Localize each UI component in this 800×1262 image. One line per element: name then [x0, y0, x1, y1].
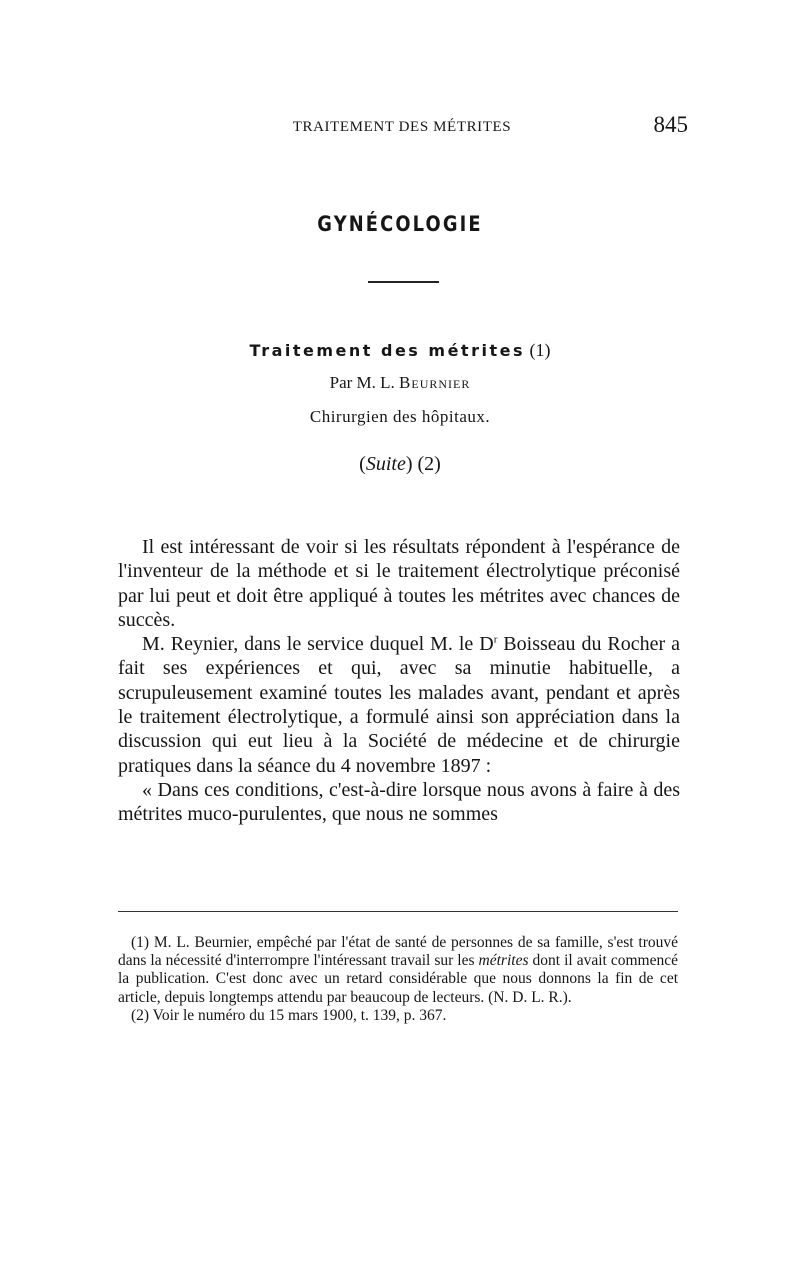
- body-paragraph-2: [118, 632, 680, 778]
- suite-note: (2): [417, 453, 441, 475]
- author-name: Beurnier: [399, 373, 471, 392]
- section-title: GYNÉCOLOGIE: [317, 212, 483, 236]
- body-paragraph-2-part-2: Boisseau du Rocher a fait ses expériences et qui, avec sa minutie habituelle, a scrupuleusement examiné toutes les malades avant, pendant et après le traitement électrolytique, a formulé ainsi son appréciation dans la discussion qui eut lieu à la Société de médecine et de chirurgie pratiques dans la séance du 4 novembre 1897 :: [118, 633, 680, 777]
- footnote-1-emphasis: métrites: [478, 952, 529, 970]
- footnote-1: [118, 934, 678, 1007]
- article-title-note: (1): [529, 340, 551, 360]
- body-text: [118, 535, 680, 827]
- article-title: [0, 340, 800, 361]
- footnote-1-part-2: dont il avait commencé la publication. C'est donc avec un retard considérable que nous donnons la fin de cet article, depuis longtemps attendu par beaucoup de lecteurs. (N. D. L. R.).: [118, 952, 678, 1006]
- footnotes: [118, 934, 678, 1025]
- suite-label: Suite: [365, 453, 406, 475]
- body-paragraph-2-part-1: M. Reynier, dans le service duquel M. le D: [142, 633, 494, 656]
- page-number: 845: [653, 112, 688, 137]
- footnote-2: (2) Voir le numéro du 15 mars 1900, t. 139, p. 367.: [131, 1006, 447, 1024]
- suite-line: (Suite) (2): [359, 453, 441, 475]
- running-head-title: TRAITEMENT DES MÉTRITES: [292, 119, 512, 135]
- doctor-abbrev-sup: r: [493, 633, 498, 646]
- author-title: Chirurgien des hôpitaux.: [309, 407, 491, 426]
- footnote-1-part-1: (1) M. L. Beurnier, empêché par l'état de santé de personnes de sa famille, s'est trouvé dans la nécessité d'interrompre l'intéressant travail sur les: [118, 934, 678, 970]
- author-line: [0, 373, 800, 393]
- running-head: [116, 114, 688, 140]
- author-prefix: Par M. L.: [329, 373, 395, 392]
- footnote-divider: [118, 911, 678, 912]
- article-title-text: Traitement des métrites: [249, 341, 525, 360]
- title-divider: [368, 281, 439, 283]
- body-paragraph-1: Il est intéressant de voir si les résultats répondent à l'espérance de l'inventeur de la méthode et si le traitement électrolytique préconisé par lui peut et doit être appliqué à toutes les métrites avec chances de succès.: [118, 536, 680, 631]
- body-paragraph-3: « Dans ces conditions, c'est-à-dire lorsque nous avons à faire à des métrites muco-purulentes, que nous ne sommes: [118, 778, 680, 826]
